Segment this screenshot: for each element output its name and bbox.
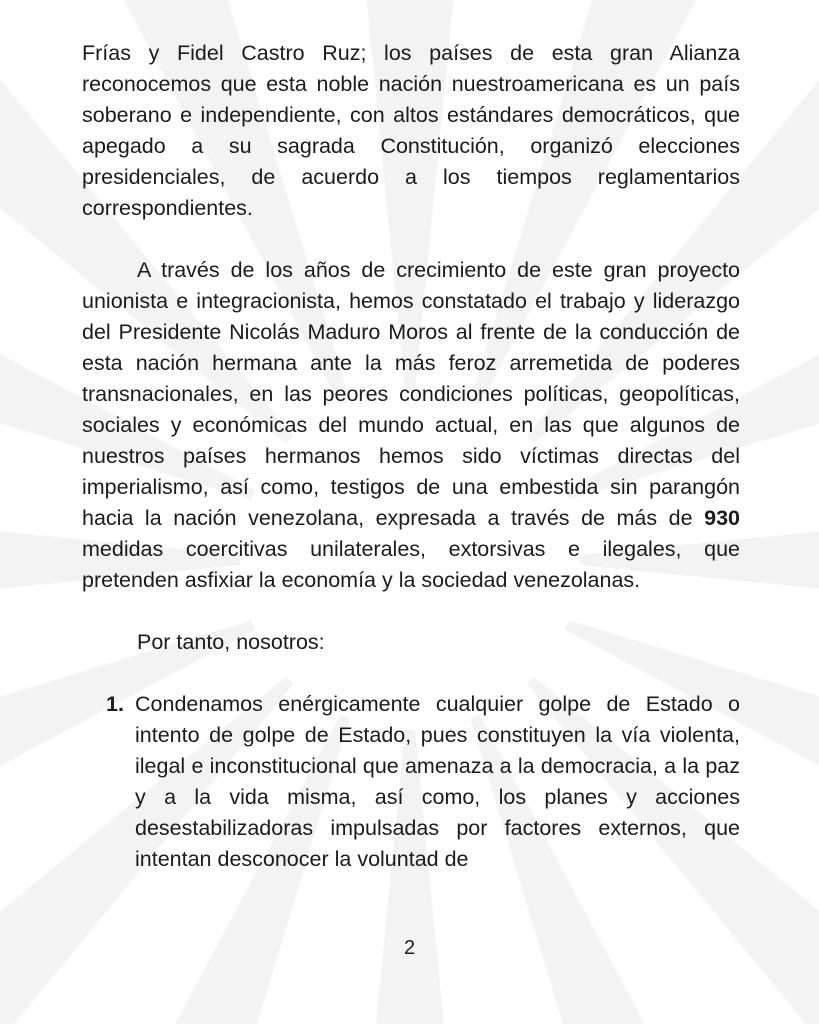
list-item-text: Condenamos enérgicamente cualquier golpe de Estado o intento de golpe de Estado, pues constituyen la vía violenta, ilegal e inconstitucional que amenaza a la democracia, a la paz y a la vida misma, así como, los planes y acciones desestabilizadoras impulsadas por factores externos, que intentan desconocer la voluntad de bbox=[135, 692, 740, 871]
paragraph-1: Frías y Fidel Castro Ruz; los países de esta gran Alianza reconocemos que esta noble nación nuestroamericana es un país soberano e independiente, con altos estándares democráticos, que apegado a su sagrada Constitución, organizó elecciones presidenciales, de acuerdo a los tiempos reglamentarios correspondientes. bbox=[82, 41, 740, 220]
list-item bbox=[82, 689, 740, 875]
paragraph-2 bbox=[82, 255, 740, 596]
page-number: 2 bbox=[403, 937, 416, 959]
list-item-number: 1. bbox=[106, 692, 124, 716]
lead-in-text: Por tanto, nosotros: bbox=[137, 630, 325, 654]
document-body bbox=[82, 38, 740, 875]
paragraph-2-text-end: medidas coercitivas unilaterales, extorsivas e ilegales, que pretenden asfixiar la economía y la sociedad venezolanas. bbox=[82, 537, 740, 592]
paragraph-2-bold-number: 930 bbox=[704, 506, 740, 530]
paragraph-2-text-start: A través de los años de crecimiento de este gran proyecto unionista e integracionista, hemos constatado el trabajo y liderazgo del Presidente Nicolás Maduro Moros al frente de la conducción de esta nación hermana ante la más feroz arremetida de poderes transnacionales, en las peores condiciones políticas, geopolíticas, sociales y económicas del mundo actual, en las que algunos de nuestros países hermanos hemos sido víctimas directas del imperialismo, así como, testigos de una embestida sin parangón hacia la nación venezolana, expresada a través de más de bbox=[82, 258, 740, 530]
